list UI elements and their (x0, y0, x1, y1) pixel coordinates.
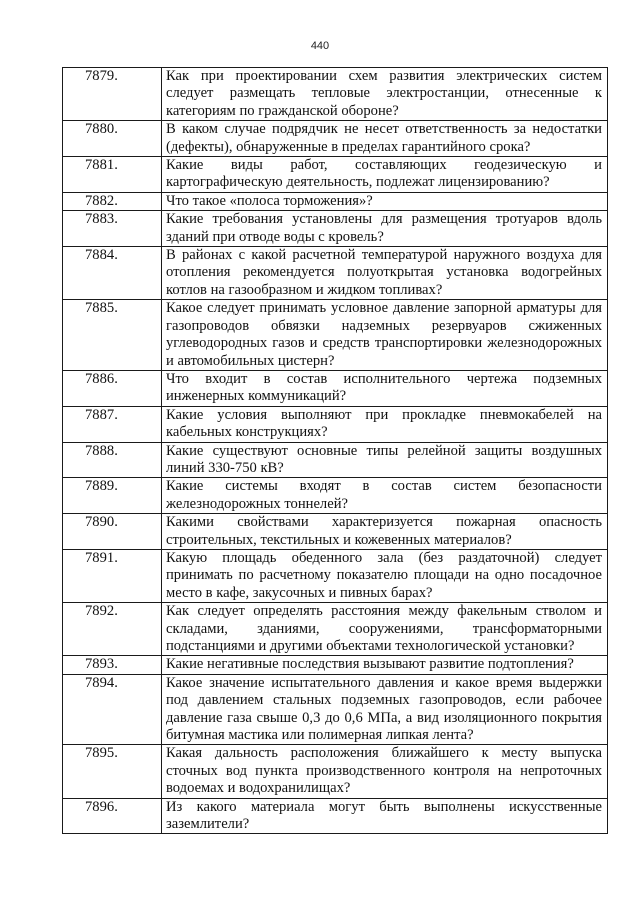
table-row (63, 798, 608, 834)
question-text: В каком случае подрядчик не несет ответственность за недостатки (дефекты), обнаруженные в пределах гарантийного срока? (162, 121, 608, 157)
question-number: 7888. (63, 442, 162, 478)
question-number: 7894. (63, 674, 162, 745)
question-number: 7880. (63, 121, 162, 157)
table-row (63, 656, 608, 674)
question-number: 7893. (63, 656, 162, 674)
question-number: 7887. (63, 406, 162, 442)
table-row (63, 192, 608, 210)
question-text: Что такое «полоса торможения»? (162, 192, 608, 210)
table-row (63, 442, 608, 478)
question-number: 7884. (63, 247, 162, 300)
question-text: Какие системы входят в состав систем безопасности железнодорожных тоннелей? (162, 478, 608, 514)
table-row (63, 603, 608, 656)
table-row (63, 121, 608, 157)
question-text: Какое значение испытательного давления и какое время выдержки под давлением стальных подземных газопроводов, если рабочее давление газа свыше 0,3 до 0,6 МПа, а вид изоляционного покрытия битумная мастика или полимерная липкая лента? (162, 674, 608, 745)
question-number: 7881. (63, 157, 162, 193)
questions-table (62, 67, 608, 834)
question-number: 7892. (63, 603, 162, 656)
question-number: 7895. (63, 745, 162, 798)
page-number: 440 (310, 40, 330, 52)
question-text: Какие условия выполняют при прокладке пневмокабелей на кабельных конструкциях? (162, 406, 608, 442)
table-row (63, 745, 608, 798)
question-text: Как при проектировании схем развития электрических систем следует размещать тепловые электростанции, отнесенные к категориям по гражданской обороне? (162, 68, 608, 121)
table-row (63, 514, 608, 550)
question-text: В районах с какой расчетной температурой наружного воздуха для отопления рекомендуется полуоткрытая установка водогрейных котлов на газообразном и жидком топливах? (162, 247, 608, 300)
table-row (63, 211, 608, 247)
question-number: 7889. (63, 478, 162, 514)
question-text: Какие требования установлены для размещения тротуаров вдоль зданий при отводе воды с кровель? (162, 211, 608, 247)
question-text: Из какого материала могут быть выполнены искусственные заземлители? (162, 798, 608, 834)
question-text: Какие негативные последствия вызывают развитие подтопления? (162, 656, 608, 674)
question-number: 7885. (63, 300, 162, 371)
table-row (63, 406, 608, 442)
question-text: Какие виды работ, составляющих геодезическую и картографическую деятельность, подлежат лицензированию? (162, 157, 608, 193)
question-number: 7891. (63, 549, 162, 602)
question-number: 7890. (63, 514, 162, 550)
question-number: 7886. (63, 370, 162, 406)
table-row (63, 68, 608, 121)
table-row (63, 478, 608, 514)
question-text: Какая дальность расположения ближайшего к месту выпуска сточных вод пункта производственного контроля на непроточных водоемах и водохранилищах? (162, 745, 608, 798)
question-text: Что входит в состав исполнительного чертежа подземных инженерных коммуникаций? (162, 370, 608, 406)
question-number: 7896. (63, 798, 162, 834)
question-number: 7879. (63, 68, 162, 121)
table-row (63, 247, 608, 300)
question-text: Какое следует принимать условное давление запорной арматуры для газопроводов обвязки надземных резервуаров сжиженных углеводородных газов и средств транспортировки железнодорожных и автомобильных цистерн? (162, 300, 608, 371)
table-row (63, 370, 608, 406)
table-row (63, 549, 608, 602)
table-row (63, 674, 608, 745)
question-number: 7883. (63, 211, 162, 247)
question-number: 7882. (63, 192, 162, 210)
table-row (63, 300, 608, 371)
table-row (63, 157, 608, 193)
question-text: Какую площадь обеденного зала (без раздаточной) следует принимать по расчетному показателю площади на одно посадочное место в кафе, закусочных и пивных барах? (162, 549, 608, 602)
question-text: Как следует определять расстояния между факельным стволом и складами, зданиями, сооружениями, трансформаторными подстанциями и другими объектами технологической установки? (162, 603, 608, 656)
question-text: Какими свойствами характеризуется пожарная опасность строительных, текстильных и кожевенных материалов? (162, 514, 608, 550)
question-text: Какие существуют основные типы релейной защиты воздушных линий 330-750 кВ? (162, 442, 608, 478)
